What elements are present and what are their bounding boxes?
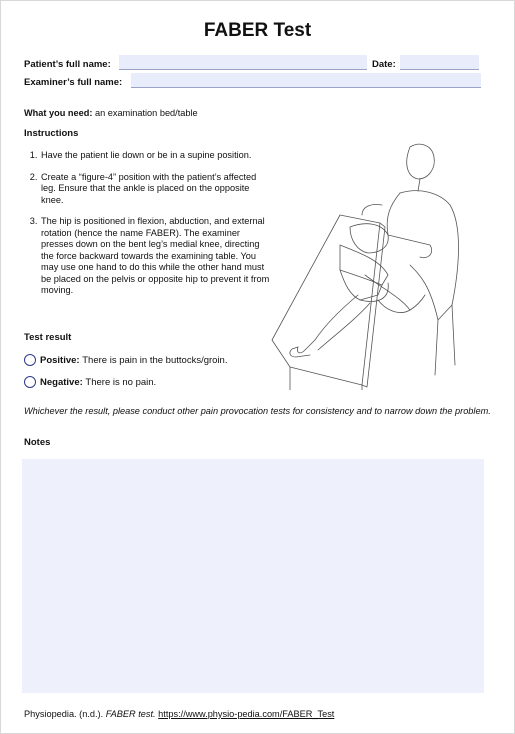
page-title: FABER Test xyxy=(203,20,312,41)
negative-option[interactable] xyxy=(24,376,156,388)
what-you-need xyxy=(24,108,198,120)
date-label: Date: xyxy=(372,59,396,70)
negative-text: There is no pain. xyxy=(85,376,157,388)
citation-link[interactable]: https://www.physio-pedia.com/FABER_Test xyxy=(158,709,335,719)
instruction-step: 1. Have the patient lie down or be in a supine position. xyxy=(40,150,272,162)
positive-option[interactable] xyxy=(24,354,227,366)
consistency-note: Whichever the result, please conduct other pain provocation tests for consistency and to narrow down the problem. xyxy=(24,406,491,416)
examiner-name-label: Examiner’s full name: xyxy=(24,77,123,88)
examiner-name-field[interactable] xyxy=(131,73,481,88)
instruction-step: 3. The hip is positioned in flexion, abduction, and external rotation (hence the name FABER). The examiner presses down on the bent leg’s medial knee, directing the force backward towards the examining table. You may use one hand to do this while the other hand must be placed on the pelvis or opposite hip to prevent it from moving. xyxy=(40,216,272,297)
faber-test-illustration xyxy=(270,135,470,390)
notes-field[interactable] xyxy=(22,459,484,693)
negative-radio[interactable] xyxy=(24,376,36,388)
instructions-list xyxy=(24,150,272,307)
positive-radio[interactable] xyxy=(24,354,36,366)
instructions-heading: Instructions xyxy=(24,128,79,139)
positive-label: Positive: xyxy=(40,354,80,366)
citation-text: Physiopedia. (n.d.). xyxy=(24,709,104,719)
positive-text: There is pain in the buttocks/groin. xyxy=(82,354,228,366)
notes-heading: Notes xyxy=(24,437,51,448)
negative-label: Negative: xyxy=(40,376,83,388)
footer-citation xyxy=(24,709,334,719)
test-result-heading: Test result xyxy=(24,332,72,343)
patient-name-label: Patient’s full name: xyxy=(24,59,111,70)
citation-work: FABER test. xyxy=(105,709,156,719)
what-you-need-label: What you need: xyxy=(24,108,93,118)
what-you-need-text: an examination bed/table xyxy=(94,108,198,118)
patient-name-field[interactable] xyxy=(119,55,367,70)
date-field[interactable] xyxy=(400,55,479,70)
instruction-step: 2. Create a “figure-4” position with the patient’s affected leg. Ensure that the ankle is placed on the opposite knee. xyxy=(40,172,272,207)
